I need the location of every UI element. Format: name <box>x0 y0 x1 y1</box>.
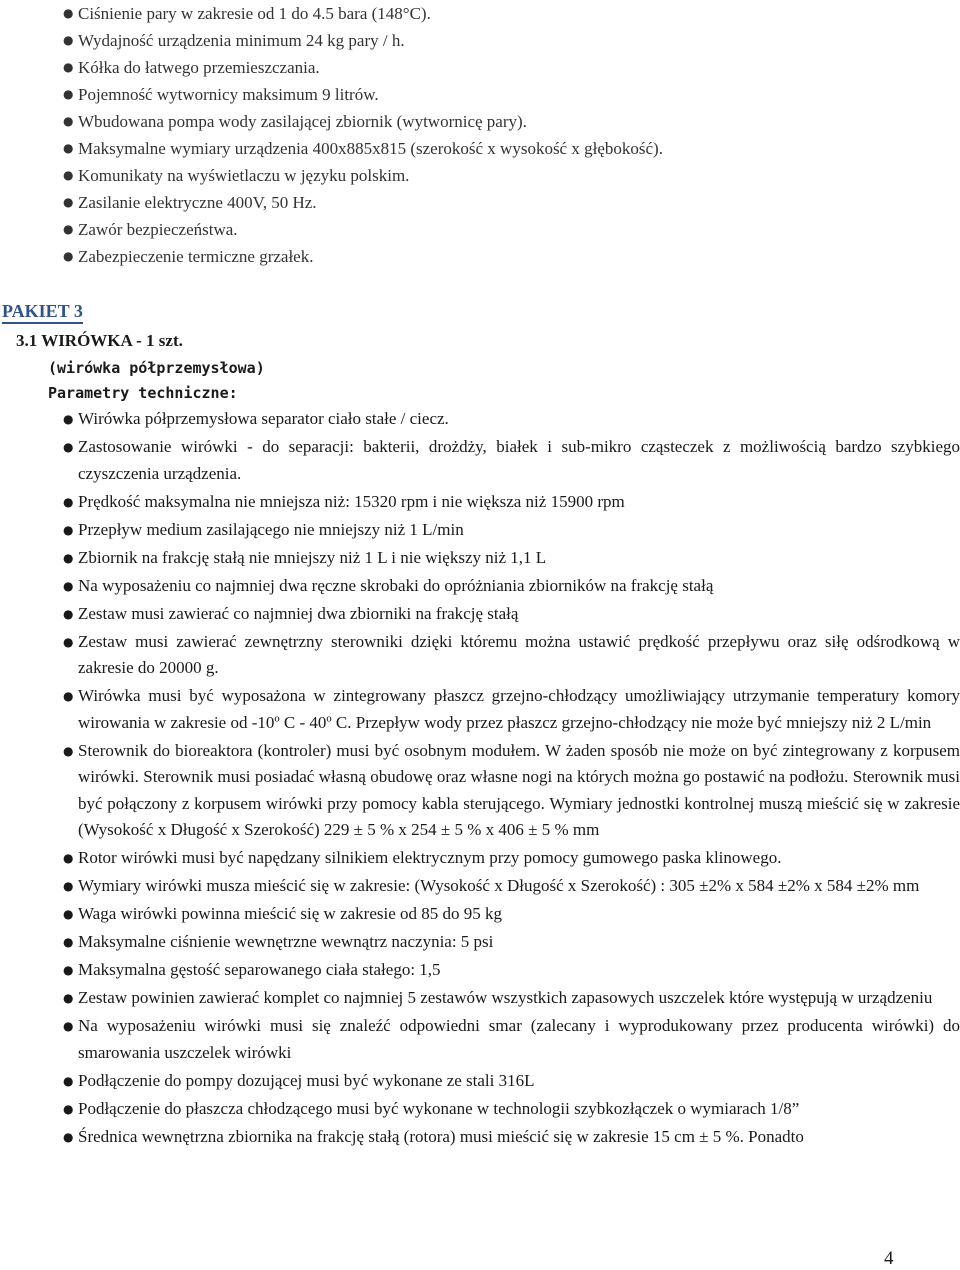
item-subheading: (wirówka półprzemysłowa) <box>48 359 265 377</box>
list-item <box>0 985 960 1012</box>
list-item-text: Zabezpieczenie termiczne grzałek. <box>78 247 314 266</box>
list-item-text: Zestaw musi zawierać co najmniej dwa zbiorniki na frakcję stałą <box>78 603 519 623</box>
bullet-icon: ● <box>63 141 74 155</box>
bullet-icon: ● <box>63 222 74 236</box>
list-item-text: Podłączenie do płaszcza chłodzącego musi być wykonane w technologii szybkozłączek o wymiarach 1/8” <box>78 1098 800 1118</box>
list-item-text: Pojemność wytwornicy maksimum 9 litrów. <box>78 85 379 104</box>
list-item <box>0 629 960 682</box>
list-item-text: Zestaw musi zawierać zewnętrzny sterowniki dzięki któremu można ustawić prędkość przepływu oraz siłę odśrodkową w zakresie do 20000 g. <box>78 631 960 677</box>
list-item-text: Podłączenie do pompy dozującej musi być wykonane ze stali 316L <box>78 1070 535 1090</box>
list-item <box>0 929 960 956</box>
list-item <box>0 901 960 928</box>
bullet-icon: ● <box>63 87 74 101</box>
list-item <box>0 0 960 27</box>
list-item <box>0 545 960 572</box>
top-bullet-list <box>0 0 960 270</box>
list-item-text: Kółka do łatwego przemieszczania. <box>78 58 320 77</box>
list-item <box>0 1096 960 1123</box>
list-item-text: Zasilanie elektryczne 400V, 50 Hz. <box>78 193 317 212</box>
list-item <box>0 873 960 900</box>
list-item <box>0 957 960 984</box>
bullet-icon: ● <box>63 1019 74 1033</box>
list-item <box>0 108 960 135</box>
list-item <box>0 406 960 433</box>
bullet-icon: ● <box>63 6 74 20</box>
bullet-icon: ● <box>63 550 74 565</box>
item-heading: 3.1 WIRÓWKA - 1 szt. <box>16 331 183 350</box>
list-item-text: Na wyposażeniu co najmniej dwa ręczne skrobaki do opróżniania zbiorników na frakcję stałą <box>78 575 714 595</box>
bullet-icon: ● <box>63 963 74 977</box>
list-item <box>0 601 960 628</box>
list-item-text: Prędkość maksymalna nie mniejsza niż: 15320 rpm i nie większa niż 15900 rpm <box>78 491 625 511</box>
specs-bullet-list <box>0 406 960 1152</box>
list-item <box>0 1124 960 1151</box>
list-item <box>0 81 960 108</box>
list-item <box>0 517 960 544</box>
bullet-icon: ● <box>63 33 74 47</box>
bullet-icon: ● <box>63 935 74 949</box>
list-item <box>0 216 960 243</box>
list-item-text: Zestaw powinien zawierać komplet co najmniej 5 zestawów wszystkich zapasowych uszczelek które występują w urządzeniu <box>78 988 933 1007</box>
list-item <box>0 573 960 600</box>
section-title: PAKIET 3 <box>2 300 83 324</box>
list-item <box>0 434 960 487</box>
bullet-icon: ● <box>63 494 74 509</box>
list-item <box>0 738 960 844</box>
bullet-icon: ● <box>63 689 74 703</box>
list-item-text: Wymiary wirówki musza mieścić się w zakresie: (Wysokość x Długość x Szerokość) : 305 ±2% x 584 ±2% x 584 ±2% mm <box>78 876 920 895</box>
list-item <box>0 243 960 270</box>
bullet-icon: ● <box>63 606 74 621</box>
bullet-icon: ● <box>63 60 74 74</box>
list-item-text: Zawór bezpieczeństwa. <box>78 220 238 239</box>
list-item-text: Przepływ medium zasilającego nie mniejszy niż 1 L/min <box>78 519 464 539</box>
list-item <box>0 162 960 189</box>
bullet-icon: ● <box>63 440 74 454</box>
list-item-text: Rotor wirówki musi być napędzany silnikiem elektrycznym przy pomocy gumowego paska klinowego. <box>78 848 782 867</box>
bullet-icon: ● <box>63 743 74 758</box>
list-item-text: Zbiornik na frakcję stałą nie mniejszy niż 1 L i nie większy niż 1,1 L <box>78 547 547 567</box>
bullet-icon: ● <box>63 195 74 209</box>
list-item-text: Maksymalna gęstość separowanego ciała stałego: 1,5 <box>78 960 441 979</box>
list-item <box>0 54 960 81</box>
bullet-icon: ● <box>63 1101 74 1116</box>
list-item <box>0 489 960 516</box>
list-item-text: Średnica wewnętrzna zbiornika na frakcję stałą (rotora) musi mieścić się w zakresie 15 cm ± 5 %. Ponadto <box>78 1126 804 1146</box>
list-item <box>0 845 960 872</box>
list-item-text: Zastosowanie wirówki - do separacji: bakterii, drożdży, białek i sub-mikro cząsteczek z możliwością bardzo szybkiego czyszczenia urządzenia. <box>78 437 960 483</box>
list-item-text: Wirówka musi być wyposażona w zintegrowany płaszcz grzejno-chłodzący umożliwiający utrzymanie temperatury komory wirowania w zakresie od -10º C - 40º C. Przepływ wody przez płaszcz grzejno-chłodzący nie może być mniejszy niż 2 L/min <box>78 686 960 732</box>
bullet-icon: ● <box>63 578 74 593</box>
bullet-icon: ● <box>63 114 74 128</box>
list-item-text: Maksymalne ciśnienie wewnętrzne wewnątrz naczynia: 5 psi <box>78 932 494 951</box>
list-item-text: Wbudowana pompa wody zasilającej zbiornik (wytwornicę pary). <box>78 112 527 131</box>
bullet-icon: ● <box>63 907 74 921</box>
list-item-text: Na wyposażeniu wirówki musi się znaleźć odpowiedni smar (zalecany i wyprodukowany przez producenta wirówki) do smarowania uszczelek wirówki <box>78 1016 960 1062</box>
list-item-text: Ciśnienie pary w zakresie od 1 do 4.5 bara (148°C). <box>78 4 431 23</box>
bullet-icon: ● <box>63 412 74 426</box>
page-number: 4 <box>884 1248 894 1269</box>
params-heading: Parametry techniczne: <box>48 384 238 402</box>
bullet-icon: ● <box>63 168 74 182</box>
bullet-icon: ● <box>63 851 74 865</box>
bullet-icon: ● <box>63 1129 74 1144</box>
bullet-icon: ● <box>63 991 74 1005</box>
list-item <box>0 1013 960 1066</box>
list-item-text: Waga wirówki powinna mieścić się w zakresie od 85 do 95 kg <box>78 904 502 923</box>
list-item <box>0 1068 960 1095</box>
list-item-text: Maksymalne wymiary urządzenia 400x885x815 (szerokość x wysokość x głębokość). <box>78 139 663 158</box>
list-item <box>0 683 960 736</box>
bullet-icon: ● <box>63 249 74 263</box>
bullet-icon: ● <box>63 879 74 893</box>
bullet-icon: ● <box>63 634 74 649</box>
list-item-text: Komunikaty na wyświetlaczu w języku polskim. <box>78 166 410 185</box>
list-item <box>0 27 960 54</box>
list-item-text: Wirówka półprzemysłowa separator ciało stałe / ciecz. <box>78 409 449 428</box>
bullet-icon: ● <box>63 1073 74 1088</box>
list-item-text: Wydajność urządzenia minimum 24 kg pary / h. <box>78 31 405 50</box>
list-item <box>0 135 960 162</box>
list-item-text: Sterownik do bioreaktora (kontroler) musi być osobnym modułem. W żaden sposób nie może on być zintegrowany z korpusem wirówki. Sterownik musi posiadać własną obudowę oraz własne nogi na których można go postawić na podłożu. Sterownik musi być połączony z korpusem wirówki przy pomocy kabla sterującego. Wymiary jednostki kontrolnej muszą mieścić się w zakresie (Wysokość x Długość x Szerokość) 229 ± 5 % x 254 ± 5 % x 406 ± 5 % mm <box>78 740 960 839</box>
list-item <box>0 189 960 216</box>
bullet-icon: ● <box>63 522 74 537</box>
